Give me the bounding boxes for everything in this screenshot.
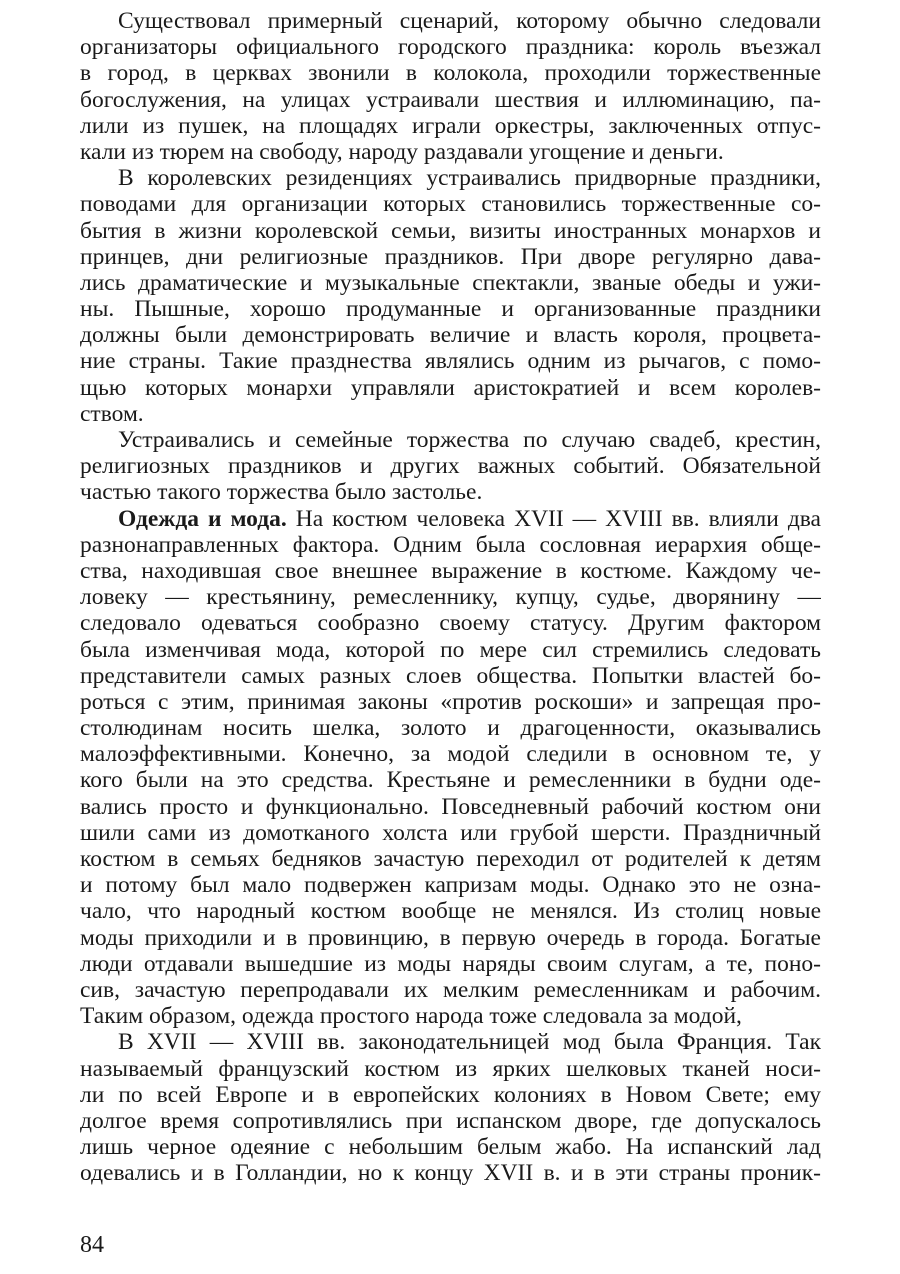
text-line: сив, зачастую перепродавали их мелким ремесленникам и рабочим. bbox=[80, 976, 821, 1003]
text-line: одевались и в Голландии, но к концу XVII в. и в эти страны проник- bbox=[80, 1160, 821, 1187]
text-line: ны. Пышные, хорошо продуманные и организованные праздники bbox=[80, 296, 821, 323]
text-line: и потому был мало подвержен капризам моды. Однако это не озна- bbox=[80, 872, 821, 899]
section-heading: Одежда и мода. bbox=[118, 505, 287, 532]
text-line: шили сами из домотканого холста или грубой шерсти. Праздничный bbox=[80, 819, 821, 846]
text-line: чало, что народный костюм вообще не менялся. Из столиц новые bbox=[80, 898, 821, 925]
text-line: костюм в семьях бедняков зачастую переходил от родителей к детям bbox=[80, 846, 821, 872]
text-run: На костюм человека XVII — XVIII вв. влияли два bbox=[286, 505, 821, 532]
text-line: Устраивались и семейные торжества по случаю свадеб, крестин, bbox=[118, 427, 821, 453]
paragraph-2 bbox=[80, 165, 821, 427]
text-line: Таким образом, одежда простого народа тоже следовала за модой, bbox=[80, 1003, 742, 1030]
text-line: ловеку — крестьянину, ремесленнику, купцу, судье, дворянину — bbox=[80, 584, 821, 611]
text-line: была изменчивая мода, которой по мере сил стремились следовать bbox=[80, 636, 821, 663]
text-line: В XVII — XVIII вв. законодательницей мод была Франция. Так bbox=[118, 1029, 821, 1056]
text-line: принцев, дни религиозные праздников. При дворе регулярно дава- bbox=[80, 243, 821, 270]
text-line: называемый французский костюм из ярких шелковых тканей носи- bbox=[80, 1055, 821, 1082]
text-line: ством. bbox=[80, 400, 144, 427]
text-line: ние страны. Такие празднества являлись одним из рычагов, с помо- bbox=[80, 348, 821, 375]
text-line: В королевских резиденциях устраивались придворные праздники, bbox=[118, 165, 821, 192]
text-line: следовало одеваться сообразно своему статусу. Другим фактором bbox=[80, 610, 821, 637]
text-line: люди отдавали вышедшие из моды наряды своим слугам, а те, поно- bbox=[80, 950, 821, 977]
text-line: лили из пушек, на площадях играли оркестры, заключенных отпус- bbox=[80, 112, 821, 139]
page-number: 84 bbox=[80, 1232, 104, 1258]
text-line: лишь черное одеяние с небольшим белым жабо. На испанский лад bbox=[80, 1134, 821, 1161]
text-line: роться с этим, принимая законы «против роскоши» и запрещая про- bbox=[80, 688, 821, 715]
text-line: должны были демонстрировать величие и власть короля, процвета- bbox=[80, 322, 821, 349]
text-line: лись драматические и музыкальные спектакли, званые обеды и ужи- bbox=[80, 269, 821, 296]
text-line: поводами для организации которых становились торжественные со- bbox=[80, 191, 821, 218]
paragraph-1 bbox=[80, 8, 821, 165]
body-text bbox=[80, 8, 821, 1186]
text-line: частью такого торжества было застолье. bbox=[80, 479, 483, 506]
text-line: кали из тюрем на свободу, народу раздавали угощение и деньги. bbox=[80, 138, 724, 165]
text-line: ли по всей Европе и в европейских колониях в Новом Свете; ему bbox=[80, 1081, 821, 1108]
text-line: ства, находившая свое внешнее выражение в костюме. Каждому че- bbox=[80, 557, 821, 584]
text-line bbox=[80, 506, 821, 532]
text-line: столюдинам носить шелка, золото и драгоценности, оказывались bbox=[80, 715, 821, 742]
text-line: Существовал примерный сценарий, которому обычно следовали bbox=[118, 8, 821, 34]
text-line: долгое время сопротивлялись при испанском дворе, где допускалось bbox=[80, 1107, 821, 1134]
paragraph-4 bbox=[80, 506, 821, 1030]
text-line: организаторы официального городского праздника: король въезжал bbox=[80, 34, 821, 61]
text-line: малоэффективными. Конечно, за модой следили в основном те, у bbox=[80, 741, 821, 768]
text-line: в город, в церквах звонили в колокола, проходили торжественные bbox=[80, 60, 821, 87]
paragraph-5 bbox=[80, 1029, 821, 1186]
text-line: вались просто и функционально. Повседневный рабочий костюм они bbox=[80, 793, 821, 820]
text-line: разнонаправленных фактора. Одним была сословная иерархия обще- bbox=[80, 531, 821, 558]
text-line: бытия в жизни королевской семьи, визиты иностранных монархов и bbox=[80, 217, 821, 244]
text-line: щью которых монархи управляли аристократией и всем королев- bbox=[80, 374, 821, 401]
text-line: богослужения, на улицах устраивали шествия и иллюминацию, па- bbox=[80, 86, 821, 113]
text-line: религиозных праздников и других важных событий. Обязательной bbox=[80, 453, 821, 480]
text-line: кого были на это средства. Крестьяне и ремесленники в будни оде- bbox=[80, 767, 821, 794]
paragraph-3 bbox=[80, 427, 821, 506]
text-line: представители самых разных слоев общества. Попытки властей бо- bbox=[80, 662, 821, 689]
text-line: моды приходили и в провинцию, в первую очередь в города. Богатые bbox=[80, 924, 821, 951]
